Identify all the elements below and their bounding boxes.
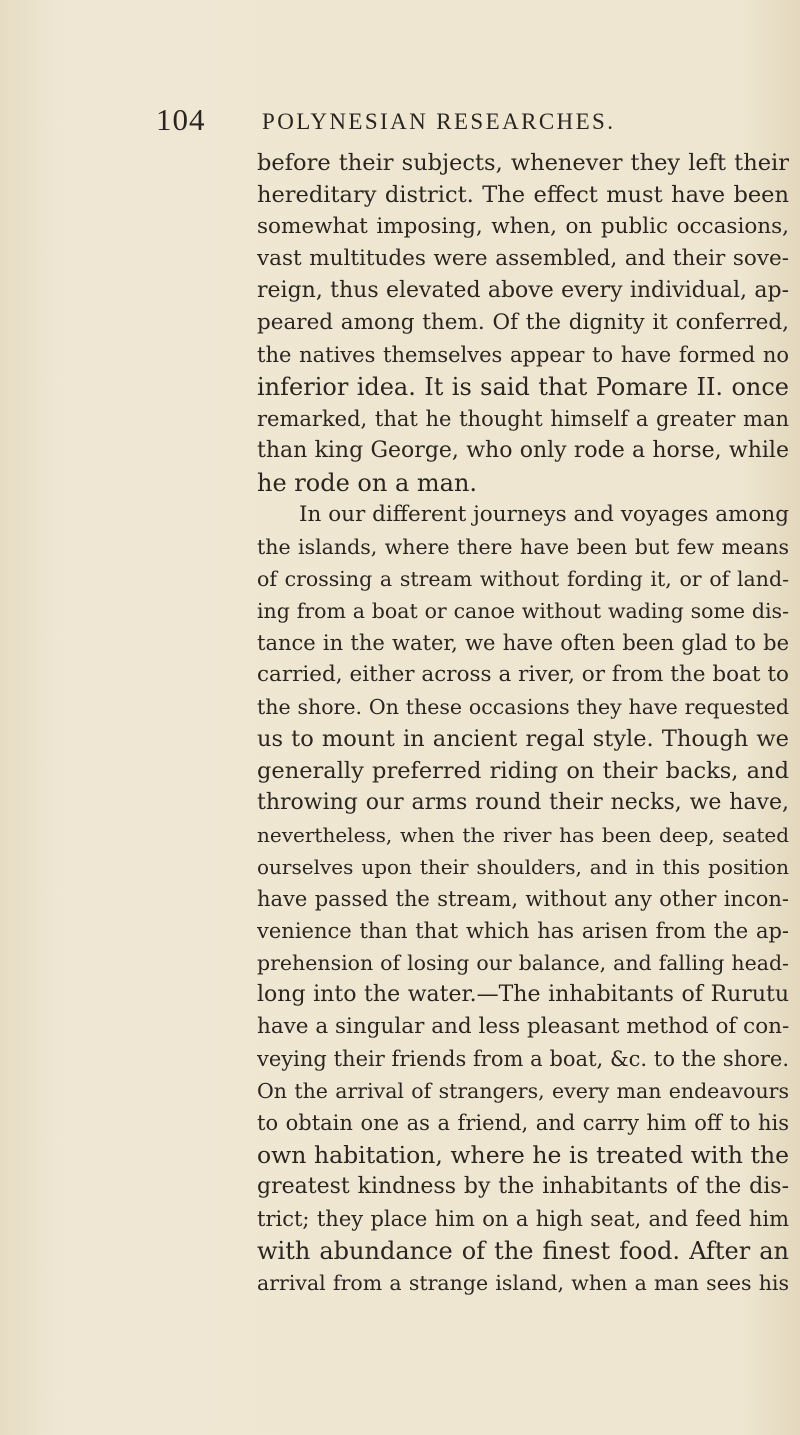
text-line: prehension of losing our balance, and falling head- (257, 951, 789, 975)
text-line: own habitation, where he is treated with the (257, 1141, 789, 1169)
text-line: trict; they place him on a high seat, and feed him (257, 1207, 789, 1231)
text-line: generally preferred riding on their backs, and (257, 758, 789, 784)
text-line: the shore. On these occasions they have requested (257, 695, 789, 719)
text-line: inferior idea. It is said that Pomare II. once (257, 373, 789, 401)
text-line: tance in the water, we have often been glad to be (257, 631, 789, 655)
text-line-paragraph-end: he rode on a man. (257, 469, 478, 497)
text-line: remarked, that he thought himself a greater man (257, 407, 789, 431)
body-text (257, 147, 789, 1299)
text-line: have a singular and less pleasant method of con- (257, 1014, 789, 1039)
text-line: hereditary district. The effect must have been (257, 182, 789, 208)
page-number: 104 (156, 102, 206, 137)
text-line: reign, thus elevated above every individual, ap- (257, 278, 789, 303)
text-line: throwing our arms round their necks, we have, (257, 790, 789, 815)
text-line: ing from a boat or canoe without wading some dis- (257, 599, 789, 623)
text-line-paragraph-start: In our different journeys and voyages among (299, 502, 789, 527)
text-line: long into the water.—The inhabitants of Rurutu (257, 982, 789, 1007)
text-line: carried, either across a river, or from the boat to (257, 662, 789, 687)
text-line: vast multitudes were assembled, and their sove- (257, 246, 789, 271)
text-line: with abundance of the finest food. After an (257, 1237, 789, 1265)
text-line: arrival from a strange island, when a man sees his (257, 1271, 789, 1295)
text-line: before their subjects, whenever they left their (257, 150, 789, 176)
text-line: veying their friends from a boat, &c. to the shore. (257, 1047, 789, 1071)
text-line: to obtain one as a friend, and carry him off to his (257, 1111, 789, 1135)
text-line: greatest kindness by the inhabitants of the dis- (257, 1174, 789, 1199)
running-head (156, 100, 796, 140)
text-line: the islands, where there have been but few means (257, 535, 789, 559)
text-line: ourselves upon their shoulders, and in this position (257, 855, 789, 879)
text-line: somewhat imposing, when, on public occasions, (257, 214, 789, 239)
text-line: us to mount in ancient regal style. Though we (257, 726, 789, 752)
text-line: venience than that which has arisen from the ap- (257, 919, 789, 943)
text-line: the natives themselves appear to have formed no (257, 343, 789, 367)
running-title: POLYNESIAN RESEARCHES. (262, 109, 616, 134)
text-line: peared among them. Of the dignity it conferred, (257, 310, 789, 335)
text-line: have passed the stream, without any other incon- (257, 887, 789, 911)
text-line: On the arrival of strangers, every man endeavours (257, 1079, 789, 1103)
text-line: of crossing a stream without fording it, or of land- (257, 567, 789, 591)
text-line: than king George, who only rode a horse, while (257, 438, 789, 463)
text-line: nevertheless, when the river has been deep, seated (257, 823, 789, 847)
